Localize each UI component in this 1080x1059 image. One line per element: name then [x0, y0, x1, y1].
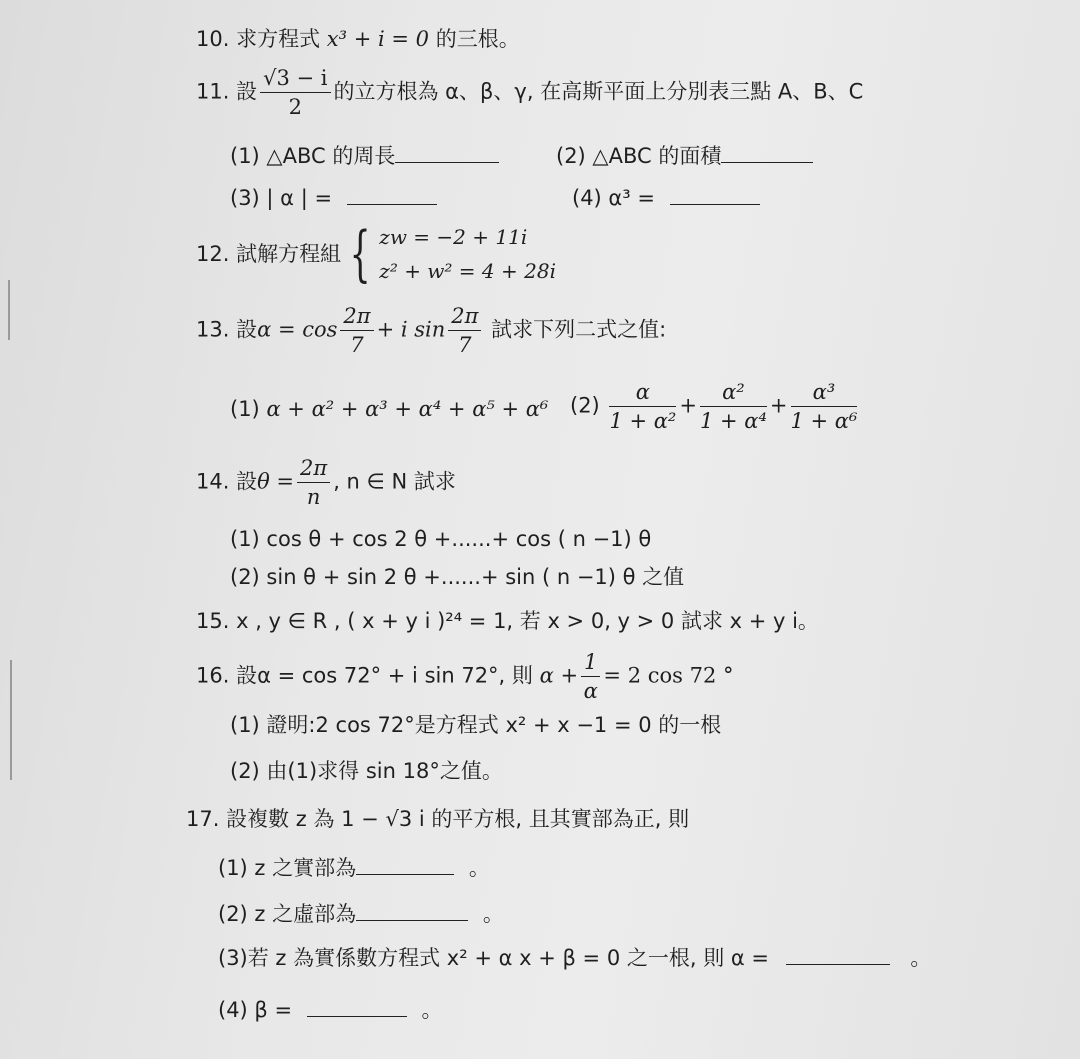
- part-text: (3)若 z 為實係數方程式 x² + α x + β = 0 之一根, 則 α =: [218, 946, 770, 970]
- equation: zw = −2 + 11i: [379, 225, 528, 249]
- part-text: (1) cos θ + cos 2 θ +......+ cos ( n −1) θ: [230, 527, 652, 551]
- part-text: (2) △ABC 的面積: [556, 144, 722, 168]
- part-text: (1) z 之實部為: [218, 856, 357, 880]
- equation: x³ + i = 0: [326, 27, 430, 51]
- fraction: [609, 378, 676, 435]
- fraction-denominator: 1 + α⁴: [699, 409, 767, 433]
- equation: α + α² + α³ + α⁴ + α⁵ + α⁶: [266, 397, 549, 421]
- part-text: (1) △ABC 的周長: [230, 144, 396, 168]
- fraction-denominator: α: [583, 679, 598, 703]
- answer-blank[interactable]: [356, 854, 454, 875]
- fraction-numerator: α²: [700, 378, 767, 407]
- question-15: [196, 608, 819, 634]
- question-14: [196, 454, 456, 511]
- fraction-denominator: 1 + α²: [609, 409, 677, 433]
- fraction: [791, 378, 858, 435]
- question-text: 設複數 z 為 1 − √3 i 的平方根, 且其實部為正, 則: [226, 807, 690, 831]
- question-13: [196, 302, 666, 359]
- question-11-part-2: [556, 142, 813, 169]
- part-label: (2): [570, 393, 600, 418]
- question-number: 10.: [196, 27, 230, 51]
- question-text: , n ∈ N 試求: [333, 469, 456, 494]
- fraction-denominator: n: [306, 485, 321, 509]
- part-text: (4) β =: [218, 998, 293, 1022]
- question-16: [196, 648, 733, 705]
- question-11: [196, 64, 863, 121]
- equation: z² + w² = 4 + 28i: [379, 259, 556, 283]
- equation: α = cos: [257, 317, 338, 342]
- fraction-denominator: 2: [288, 95, 302, 119]
- period-mark: 。: [910, 946, 932, 970]
- question-12: [196, 220, 556, 292]
- fraction-numerator: α: [609, 378, 676, 407]
- part-text: (2) 由(1)求得 sin 18°之值。: [230, 759, 503, 783]
- question-14-part-2: [230, 564, 684, 590]
- fraction-numerator: α³: [791, 378, 858, 407]
- fraction-numerator: 1: [581, 648, 600, 677]
- question-11-part-1: [230, 142, 499, 169]
- fraction: [340, 302, 373, 359]
- question-11-part-3: [230, 184, 437, 211]
- part-text: (3) | α | =: [230, 186, 333, 210]
- question-10: [196, 26, 520, 52]
- answer-blank[interactable]: [786, 944, 890, 965]
- part-label: (1): [230, 397, 260, 421]
- question-17-part-1: [218, 854, 490, 881]
- fraction: [581, 648, 600, 705]
- question-16-part-1: [230, 712, 721, 738]
- question-text: 試求下列二式之值:: [491, 317, 667, 342]
- equation-system: [379, 220, 556, 288]
- question-text: 的立方根為 α、β、γ, 在高斯平面上分別表三點 A、B、C: [333, 79, 864, 104]
- fraction: [700, 378, 767, 435]
- question-17-part-2: [218, 900, 504, 927]
- question-text-tail: 的三根。: [435, 27, 520, 51]
- equation: + i sin: [376, 317, 446, 342]
- question-text: 設α = cos 72° + i sin 72°, 則: [236, 663, 533, 688]
- fraction-denominator: 1 + α⁶: [790, 409, 858, 433]
- question-text: 設: [236, 469, 258, 494]
- part-text: (2) z 之虛部為: [218, 902, 357, 926]
- paper-edge-mark: [8, 280, 10, 340]
- fraction-numerator: 2π: [448, 302, 481, 331]
- answer-blank[interactable]: [356, 900, 468, 921]
- period-mark: 。: [482, 902, 504, 926]
- equation: α +: [539, 663, 579, 688]
- question-number: 15.: [196, 609, 230, 633]
- answer-blank[interactable]: [347, 184, 437, 205]
- question-number: 11.: [196, 79, 230, 104]
- left-brace: {: [349, 219, 371, 289]
- equation: = 2 cos 72 °: [603, 663, 734, 688]
- period-mark: 。: [468, 856, 490, 880]
- question-11-part-4: [572, 184, 760, 211]
- period-mark: 。: [421, 998, 443, 1022]
- fraction: [260, 64, 330, 121]
- question-13-part-1: [230, 396, 548, 422]
- question-text: 設: [236, 317, 258, 342]
- fraction-numerator: √3 − i: [260, 64, 330, 93]
- paper-edge-mark: [10, 660, 12, 780]
- fraction-denominator: 7: [350, 333, 364, 357]
- fraction: [297, 454, 330, 511]
- fraction-denominator: 7: [458, 333, 472, 357]
- question-17-part-3: [218, 944, 931, 971]
- answer-blank[interactable]: [670, 184, 760, 205]
- question-number: 14.: [196, 469, 230, 494]
- question-number: 13.: [196, 317, 230, 342]
- question-14-part-1: [230, 526, 651, 552]
- part-text: (4) α³ =: [572, 186, 655, 210]
- question-text: 求方程式: [236, 27, 321, 51]
- answer-blank[interactable]: [395, 142, 499, 163]
- fraction-numerator: 2π: [340, 302, 373, 331]
- question-text: 設: [236, 79, 258, 104]
- question-number: 16.: [196, 663, 230, 688]
- question-17: [186, 806, 689, 832]
- answer-blank[interactable]: [721, 142, 813, 163]
- question-text: 試解方程組: [236, 242, 342, 266]
- question-number: 12.: [196, 242, 230, 266]
- part-text: (1) 證明:2 cos 72°是方程式 x² + x −1 = 0 的一根: [230, 713, 722, 737]
- question-13-part-2: (2) $\frac{\alpha}{\text{1 + α²}}$ + $\frac{\text{α²}}{\text{1 + α⁴}}$ + $\frac{\text{α³}}{\text{1 + α⁶}}$: [570, 380, 858, 433]
- question-number: 17.: [186, 807, 220, 831]
- equation: θ =: [257, 469, 295, 494]
- question-17-part-4: [218, 996, 442, 1023]
- fraction: [448, 302, 481, 359]
- question-text: x , y ∈ R , ( x + y i )²⁴ = 1, 若 x > 0, y > 0 試求 x + y i。: [236, 609, 819, 633]
- fraction-numerator: 2π: [297, 454, 330, 483]
- answer-blank[interactable]: [307, 996, 407, 1017]
- question-16-part-2: [230, 758, 503, 784]
- part-text: (2) sin θ + sin 2 θ +......+ sin ( n −1) θ 之值: [230, 565, 685, 589]
